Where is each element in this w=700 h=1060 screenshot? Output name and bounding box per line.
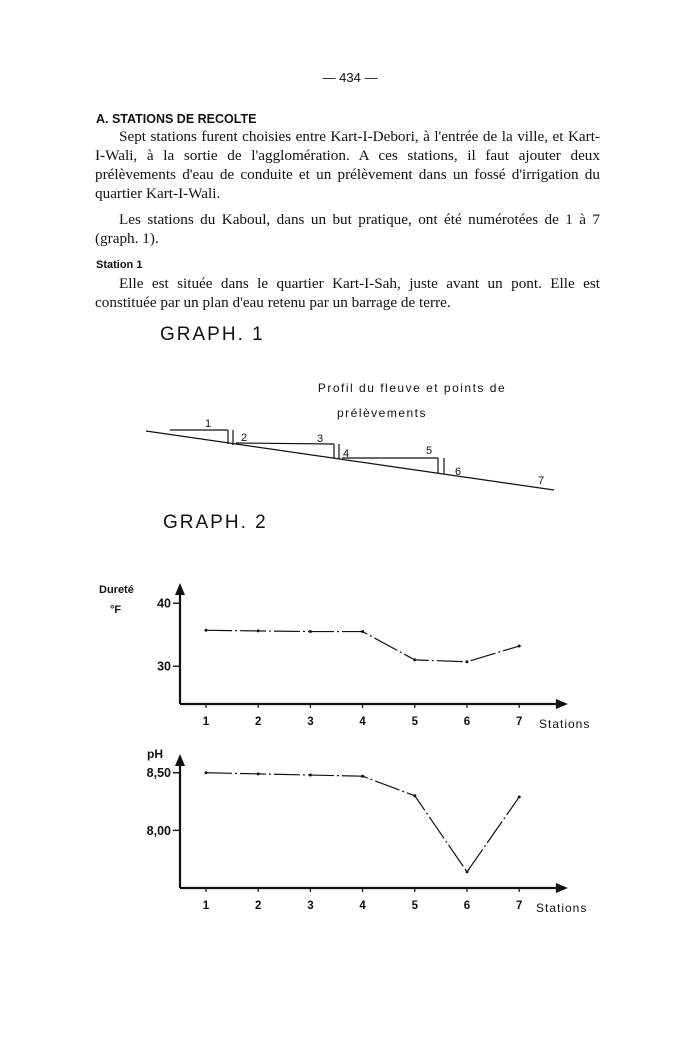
hardness-y-axis-arrow xyxy=(175,583,185,595)
hardness-x-axis-label: Stations xyxy=(539,717,591,731)
ph-x-tick-label-1: 2 xyxy=(254,900,262,912)
hardness-x-tick-label-1: 2 xyxy=(254,716,262,728)
ph-y-tick-label-0: 8,50 xyxy=(146,766,171,781)
profile-caption-line-2: prélèvements xyxy=(336,406,428,420)
ph-point-5 xyxy=(413,794,416,797)
hardness-y-tick-label-1: 30 xyxy=(157,659,171,674)
ph-point-2 xyxy=(257,772,260,775)
ph-chart xyxy=(0,745,700,925)
station-label-6: 6 xyxy=(455,466,462,478)
hardness-point-6 xyxy=(466,660,469,663)
section-heading: A. STATIONS DE RECOLTE xyxy=(96,112,257,126)
ph-point-4 xyxy=(361,775,364,778)
ph-y-axis-arrow xyxy=(175,754,185,766)
graph-2-title: GRAPH. 2 xyxy=(163,512,268,533)
hardness-point-1 xyxy=(205,629,208,632)
hardness-x-axis-arrow xyxy=(556,699,568,709)
ph-point-6 xyxy=(466,870,469,873)
ph-y-axis-label-0: pH xyxy=(147,747,163,761)
paragraph-station-1: Elle est située dans le quartier Kart-I-Sah, juste avant un pont. Elle est constituée par un plan d'eau retenu par un barrage de terre. xyxy=(95,275,600,311)
ph-point-3 xyxy=(309,774,312,777)
ph-x-tick-label-6: 7 xyxy=(515,900,523,912)
hardness-x-tick-label-0: 1 xyxy=(202,716,210,728)
ph-x-tick-label-5: 6 xyxy=(463,900,471,912)
ph-point-7 xyxy=(518,795,521,798)
ph-x-axis-arrow xyxy=(556,883,568,893)
ph-x-tick-label-4: 5 xyxy=(411,900,419,912)
hardness-point-3 xyxy=(309,630,312,633)
graph-1-title: GRAPH. 1 xyxy=(160,324,265,345)
station-label-7: 7 xyxy=(538,475,545,487)
station-label-1: 1 xyxy=(205,418,212,430)
station-label-2: 2 xyxy=(241,432,248,444)
hardness-x-tick-label-6: 7 xyxy=(515,716,523,728)
hardness-point-2 xyxy=(257,629,260,632)
hardness-x-tick-label-3: 4 xyxy=(359,716,366,728)
ph-x-tick-label-2: 3 xyxy=(307,900,314,912)
station-label-3: 3 xyxy=(317,433,324,445)
hardness-y-axis-label-0: Dureté xyxy=(99,584,134,596)
hardness-y-axis-label-1: °F xyxy=(110,604,122,616)
hardness-series-line xyxy=(206,630,519,662)
paragraph-numbering: Les stations du Kaboul, dans un but pratique, ont été numérotées de 1 à 7 (graph. 1). xyxy=(95,211,600,247)
ph-x-tick-label-0: 1 xyxy=(202,900,210,912)
hardness-y-tick-label-0: 40 xyxy=(157,596,171,611)
hardness-x-tick-label-2: 3 xyxy=(307,716,314,728)
station-label-5: 5 xyxy=(426,445,433,457)
ph-point-1 xyxy=(205,771,208,774)
hardness-chart xyxy=(0,575,700,740)
hardness-point-4 xyxy=(361,630,364,633)
hardness-point-5 xyxy=(413,658,416,661)
station-1-heading: Station 1 xyxy=(96,259,143,271)
hardness-point-7 xyxy=(518,645,521,648)
page-number: — 434 — xyxy=(322,70,378,85)
ph-x-tick-label-3: 4 xyxy=(359,900,366,912)
ph-y-tick-label-1: 8,00 xyxy=(146,823,171,838)
hardness-x-tick-label-4: 5 xyxy=(411,716,419,728)
river-bed-line xyxy=(146,431,554,490)
ph-x-axis-label: Stations xyxy=(536,901,588,915)
profile-caption-line-1: Profil du fleuve et points de xyxy=(317,381,507,395)
station-label-4: 4 xyxy=(343,448,350,460)
hardness-x-tick-label-5: 6 xyxy=(463,716,471,728)
river-profile-diagram xyxy=(0,370,700,500)
ph-series-line xyxy=(206,773,519,872)
paragraph-stations: Sept stations furent choisies entre Kart-I-Debori, à l'entrée de la ville, et Kart-I-Wali, à la sortie de l'agglomération. A ces stations, il faut ajouter deux prélèvements d'eau de conduite et un prélèvement dans un fossé d'irrigation du quartier Kart-I-Wali. xyxy=(95,128,600,202)
